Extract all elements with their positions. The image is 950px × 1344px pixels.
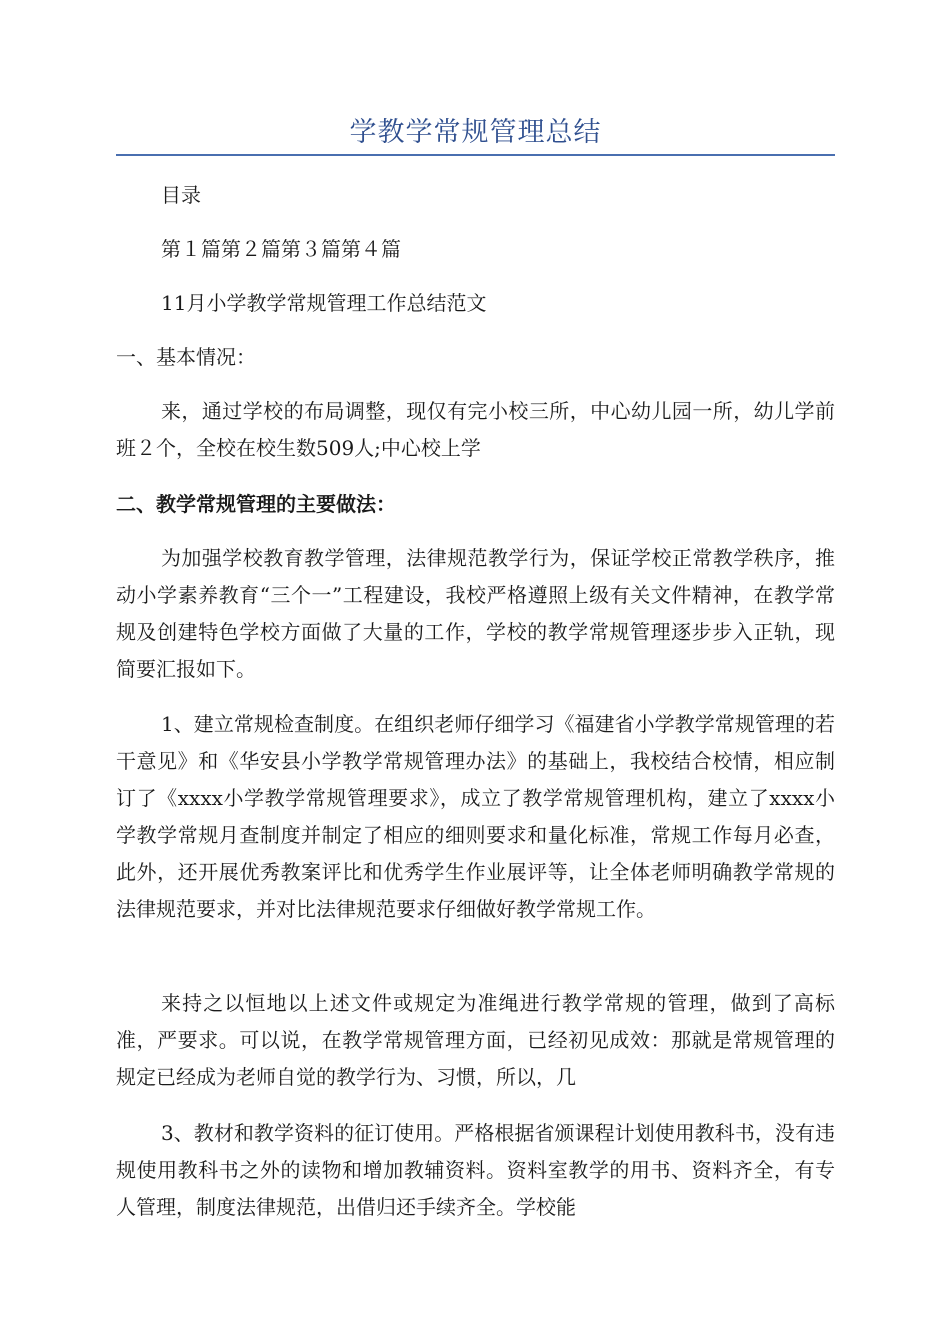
section1-paragraph: 来，通过学校的布局调整，现仅有完小校三所，中心幼儿园一所，幼儿学前班２个，全校在校生数509人;中心校上学 (116, 399, 835, 460)
document-title: 学教学常规管理总结 (349, 117, 602, 148)
item2-paragraph: 来持之以恒地以上述文件或规定为准绳进行教学常规的管理，做到了高标准，严要求。可以说，在教学常规管理方面，已经初见成效：那就是常规管理的规定已经成为老师自觉的教学行为、习惯，所以，几 (116, 991, 835, 1089)
section2-paragraph: 为加强学校教育教学管理，法律规范教学行为，保证学校正常教学秩序，推动小学素养教育“三个一”工程建设，我校严格遵照上级有关文件精神，在教学常规及创建特色学校方面做了大量的工作，学校的教学常规管理逐步步入正轨，现简要汇报如下。 (116, 546, 835, 681)
toc-entries: 第１篇第２篇第３篇第４篇 (161, 237, 401, 261)
section2-heading: 二、教学常规管理的主要做法： (116, 492, 396, 516)
item1-paragraph: 1、建立常规检查制度。在组织老师仔细学习《福建省小学教学常规管理的若干意见》和《华安县小学教学常规管理办法》的基础上，我校结合校情，相应制订了《xxxx小学教学常规管理要求》，成立了教学常规管理机构，建立了xxxx小学教学常规月查制度并制定了相应的细则要求和量化标准，常规工作每月必查，此外，还开展优秀教案评比和优秀学生作业展评等，让全体老师明确教学常规的法律规范要求，并对比法律规范要求仔细做好教学常规工作。 (116, 712, 835, 921)
section1-heading: 一、基本情况： (116, 345, 256, 369)
toc-heading: 目录 (161, 183, 201, 207)
title-underline (116, 154, 835, 156)
document-subtitle: 11月小学教学常规管理工作总结范文 (161, 291, 487, 315)
item3-paragraph: 3、教材和教学资料的征订使用。严格根据省颁课程计划使用教科书，没有违规使用教科书之外的读物和增加教辅资料。资料室教学的用书、资料齐全，有专人管理，制度法律规范，出借归还手续齐全。学校能 (116, 1121, 835, 1219)
